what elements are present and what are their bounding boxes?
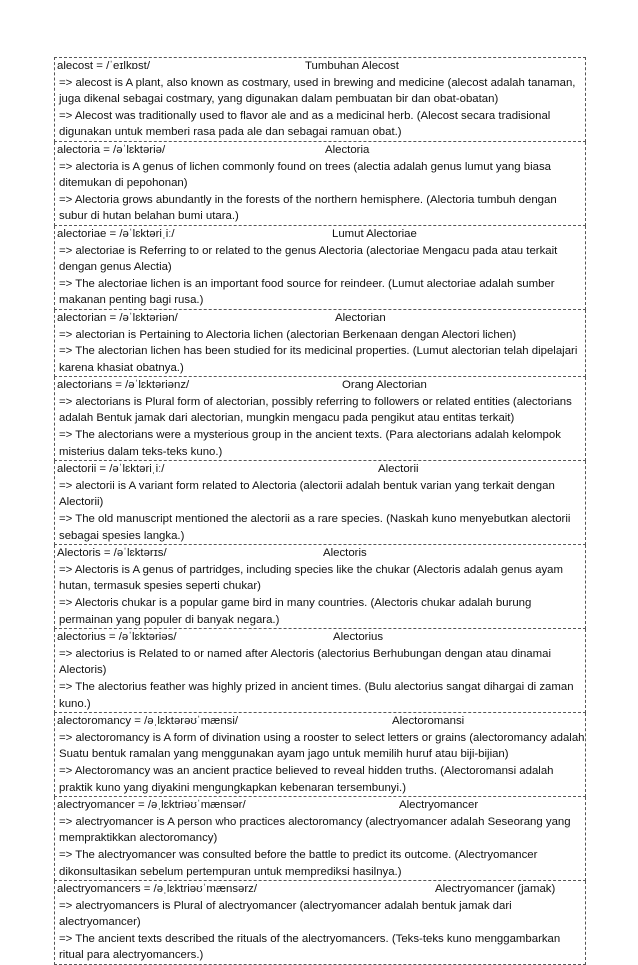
entry-translation: Alectorian xyxy=(335,311,386,324)
entry-definition: => alectoria is A genus of lichen commonly found on trees (alectia adalah genus lumut yang biasa ditemukan di pepohonan) xyxy=(59,160,551,190)
equals-sign: = xyxy=(140,883,154,896)
dictionary-entry xyxy=(54,881,586,965)
equals-sign: = xyxy=(93,60,107,72)
entry-headline xyxy=(57,377,585,394)
entry-definition: => alectorian is Pertaining to Alectoria lichen (alectorian Berkenaan dengan Alectori lichen) xyxy=(59,328,517,341)
dictionary-entry xyxy=(54,629,586,713)
entry-word: alectorius xyxy=(57,631,106,644)
entry-headline xyxy=(57,545,585,562)
entry-translation: Lumut Alectoriae xyxy=(332,227,417,240)
entry-definition: => alectorius is Related to or named after Alectoris (alectorius Berhubungan dengan atau dinamai Alectoris) xyxy=(59,647,551,677)
entry-translation: Alectryomancer xyxy=(399,799,479,812)
entry-pronunciation: /əˈlɛktəriə/ xyxy=(113,143,166,156)
entry-example: => Alecost was traditionally used to flavor ale and as a medicinal herb. (Alecost secara tradisional digunakan untuk memberi rasa pada ale dan sebagai ramuan obat.) xyxy=(59,109,551,139)
entry-headline xyxy=(57,881,585,898)
entry-definition: => alectoromancy is A form of divination using a rooster to select letters or grains (alectoromancy adalah Suatu bentuk ramalan yang menggunakan ayam jago untuk memilih huruf atau biji-bijian) xyxy=(59,731,585,761)
entry-example: => Alectoromancy was an ancient practice believed to reveal hidden truths. (Alectoromansi adalah praktik kuno yang diyakini mengungkapkan kebenaran tersembunyi.) xyxy=(59,764,554,794)
entry-example: => The ancient texts described the rituals of the alectryomancers. (Teks-teks kuno menggambarkan ritual para alectryomancers.) xyxy=(59,932,561,962)
entry-example: => Alectoria grows abundantly in the forests of the northern hemisphere. (Alectoria tumbuh dengan subur di hutan belahan bumi utara.) xyxy=(59,193,557,223)
entry-word: Alectoris xyxy=(57,547,101,560)
entry-pronunciation: /əˈlɛktərɪs/ xyxy=(113,547,167,560)
equals-sign: = xyxy=(112,379,126,392)
entry-translation: Alectoria xyxy=(325,143,370,156)
entry-word: alectoriae xyxy=(57,227,107,240)
entry-example: => The alectorius feather was highly prized in ancient times. (Bulu alectorius sangat dihargai di zaman kuno.) xyxy=(59,680,574,710)
equals-sign: = xyxy=(105,631,119,644)
dictionary-entry xyxy=(54,797,586,881)
entry-headline xyxy=(57,713,585,730)
equals-sign: = xyxy=(131,715,145,728)
entry-pronunciation: /əˈlɛktəriˌiː/ xyxy=(119,227,175,240)
entry-pronunciation: /ˈeɪlkɒst/ xyxy=(106,60,151,72)
entry-example: => The alectorian lichen has been studied for its medicinal properties. (Lumut alectorian telah dipelajari karena khasiat obatnya.) xyxy=(59,345,578,374)
entry-headline xyxy=(57,226,585,243)
entry-translation: Alectoris xyxy=(323,547,367,560)
entry-example: => The alectryomancer was consulted before the battle to predict its outcome. (Alectryomancer dikonsultasikan sebelum pertempuran untuk memprediksi hasilnya.) xyxy=(59,848,538,878)
entry-translation: Alectryomancer (jamak) xyxy=(435,883,556,896)
entry-translation: Tumbuhan Alecost xyxy=(305,60,399,72)
dictionary-entry xyxy=(54,713,586,797)
entry-headline xyxy=(57,797,585,814)
dictionary-entry xyxy=(54,461,586,545)
entry-pronunciation: /əˈlɛktəriən/ xyxy=(119,311,178,324)
entry-pronunciation: /əˈlɛktəriənz/ xyxy=(125,379,190,392)
entry-headline xyxy=(57,629,585,646)
entry-example: => The alectoriae lichen is an important food source for reindeer. (Lumut alectoriae adalah sumber makanan penting bagi rusa.) xyxy=(59,277,555,307)
dictionary-entry xyxy=(54,57,586,142)
entry-word: alectorian xyxy=(57,311,107,324)
entry-translation: Orang Alectorian xyxy=(342,379,427,392)
entry-pronunciation: /əˌlɛktərəʊˈmænsi/ xyxy=(144,715,239,728)
equals-sign: = xyxy=(106,311,120,324)
entry-example: => The alectorians were a mysterious group in the ancient texts. (Para alectorians adalah kelompok misterius dalam teks-teks kuno.) xyxy=(59,429,561,458)
entry-definition: => alecost is A plant, also known as costmary, used in brewing and medicine (alecost adalah tanaman, juga dikenal sebagai costmary, yang digunakan dalam pembuatan bir dan obat-obatan) xyxy=(59,76,576,106)
dictionary-entry xyxy=(54,142,586,226)
dictionary-entries xyxy=(54,57,586,965)
entry-headline xyxy=(57,142,585,159)
dictionary-entry xyxy=(54,545,586,629)
entry-word: alectoromancy xyxy=(57,715,132,728)
entry-headline xyxy=(57,461,585,478)
entry-word: alectryomancers xyxy=(57,883,141,896)
entry-definition: => alectryomancers is Plural of alectryomancer (alectryomancer adalah bentuk jamak dari alectryomancer) xyxy=(59,899,512,929)
entry-translation: Alectoromansi xyxy=(392,715,465,728)
entry-pronunciation: /əˌlɛktriəʊˈmænsər/ xyxy=(147,799,246,812)
entry-word: alectoria xyxy=(57,143,101,156)
entry-word: alecost xyxy=(57,60,94,72)
equals-sign: = xyxy=(96,463,110,476)
entry-word: alectryomancer xyxy=(57,799,135,812)
dictionary-entry xyxy=(54,226,586,310)
entry-pronunciation: /əˈlɛktəriəs/ xyxy=(118,631,177,644)
entry-translation: Alectorii xyxy=(378,463,419,476)
equals-sign: = xyxy=(100,143,114,156)
entry-definition: => alectryomancer is A person who practices alectoromancy (alectryomancer adalah Seseorang yang mempraktikkan alectoromancy) xyxy=(59,815,571,845)
equals-sign: = xyxy=(106,227,120,240)
entry-example: => The old manuscript mentioned the alectorii as a rare species. (Naskah kuno menyebutkan alectorii sebagai spesies langka.) xyxy=(59,513,571,542)
entry-definition: => alectoriae is Referring to or related to the genus Alectoria (alectoriae Mengacu pada atau terkait dengan genus Alectia) xyxy=(59,244,558,274)
entry-word: alectorians xyxy=(57,379,113,392)
entry-word: alectorii xyxy=(57,463,97,476)
entry-pronunciation: /əˌlɛktriəʊˈmænsərz/ xyxy=(153,883,258,896)
entry-translation: Alectorius xyxy=(333,631,384,644)
dictionary-entry xyxy=(54,377,586,461)
dictionary-entry xyxy=(54,310,586,377)
entry-definition: => alectorians is Plural form of alectorian, possibly referring to followers or related entities (alectorians adalah Bentuk jamak dari alectorian, mungkin mengacu pada pengikut atau entitas terkait) xyxy=(59,395,572,425)
entry-pronunciation: /əˈlɛktəriˌiː/ xyxy=(109,463,165,476)
equals-sign: = xyxy=(100,547,114,560)
entry-definition: => Alectoris is A genus of partridges, including species like the chukar (Alectoris adalah genus ayam hutan, termasuk spesies seperti chukar) xyxy=(59,563,564,593)
entry-headline xyxy=(57,58,585,75)
entry-example: => Alectoris chukar is a popular game bird in many countries. (Alectoris chukar adalah burung permainan yang populer di banyak negara.) xyxy=(59,597,532,626)
entry-headline xyxy=(57,310,585,327)
equals-sign: = xyxy=(134,799,148,812)
entry-definition: => alectorii is A variant form related to Alectoria (alectorii adalah bentuk varian yang terkait dengan Alectorii) xyxy=(59,479,555,509)
